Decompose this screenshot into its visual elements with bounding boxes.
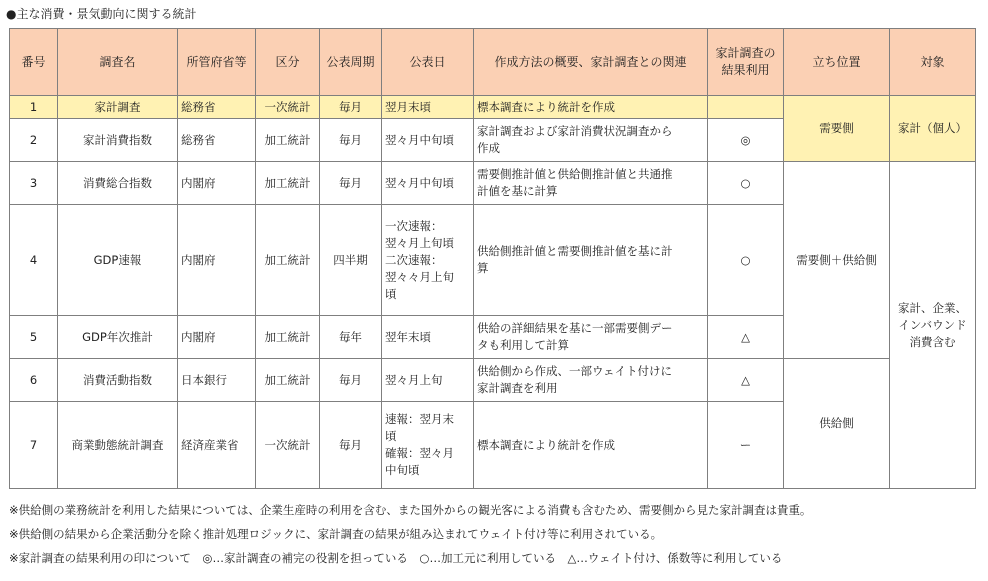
cell-survey-name: 家計調査 — [58, 96, 178, 119]
cell-method — [474, 359, 708, 402]
cell-release-date: 翌年末頃 — [382, 316, 474, 359]
cell-release-date — [382, 402, 474, 489]
cell-survey-name: 商業動態統計調査 — [58, 402, 178, 489]
cell-result-use: △ — [708, 359, 784, 402]
header-category: 区分 — [256, 29, 320, 96]
table-row — [10, 359, 976, 402]
cell-release-date: 翌月末頃 — [382, 96, 474, 119]
header-ministry: 所管府省等 — [178, 29, 256, 96]
header-cycle: 公表周期 — [320, 29, 382, 96]
cell-survey-name: 消費活動指数 — [58, 359, 178, 402]
cell-category: 一次統計 — [256, 402, 320, 489]
cell-position-supply: 供給側 — [784, 359, 890, 489]
cell-cycle: 毎月 — [320, 402, 382, 489]
header-release-date: 公表日 — [382, 29, 474, 96]
target-line: 家計、企業、 — [898, 300, 967, 315]
date-line: 確報：翌々月 — [385, 446, 454, 460]
cell-category: 加工統計 — [256, 119, 320, 162]
method-line: 計値を基に計算 — [477, 184, 558, 198]
cell-cycle: 毎月 — [320, 119, 382, 162]
cell-survey-name: GDP速報 — [58, 205, 178, 316]
table-row — [10, 96, 976, 119]
header-result-line: 家計調査の — [715, 46, 776, 60]
header-target: 対象 — [890, 29, 976, 96]
cell-cycle: 毎月 — [320, 96, 382, 119]
header-row — [10, 29, 976, 96]
target-line: インバウンド — [898, 317, 967, 332]
cell-number: 5 — [10, 316, 58, 359]
cell-ministry: 内閣府 — [178, 316, 256, 359]
date-line: 翌々月上旬頃 — [385, 235, 454, 250]
date-line: 一次速報： — [385, 218, 443, 233]
header-position: 立ち位置 — [784, 29, 890, 96]
cell-category: 加工統計 — [256, 359, 320, 402]
cell-result-use: ◎ — [708, 119, 784, 162]
footnote: ※供給側の結果から企業活動分を除く推計処理ロジックに、家計調査の結果が組み込まれてウェイト付け等に利用されている。 — [9, 527, 663, 541]
date-line: 速報：翌月末 — [385, 412, 454, 426]
cell-number: 4 — [10, 205, 58, 316]
page-title: ●主な消費・景気動向に関する統計 — [6, 7, 197, 21]
date-line: 頃 — [385, 429, 397, 443]
cell-release-date — [382, 205, 474, 316]
method-line: タも利用して計算 — [477, 338, 569, 352]
cell-number: 6 — [10, 359, 58, 402]
method-line: 供給側推計値と需要側推計値を基に計 — [477, 244, 673, 258]
cell-category: 加工統計 — [256, 162, 320, 205]
cell-number: 1 — [10, 96, 58, 119]
header-survey-name: 調査名 — [58, 29, 178, 96]
cell-result-use: ○ — [708, 162, 784, 205]
header-number: 番号 — [10, 29, 58, 96]
cell-survey-name: 消費総合指数 — [58, 162, 178, 205]
cell-survey-name: 家計消費指数 — [58, 119, 178, 162]
cell-result-use — [708, 96, 784, 119]
table-row — [10, 162, 976, 205]
cell-target-all — [890, 162, 976, 489]
cell-release-date: 翌々月上旬 — [382, 359, 474, 402]
statistics-table — [9, 28, 976, 489]
date-line: 翌々々月上旬 — [385, 269, 454, 284]
cell-method — [474, 162, 708, 205]
cell-ministry: 内閣府 — [178, 162, 256, 205]
method-line: 家計調査を利用 — [477, 381, 558, 395]
cell-result-use: △ — [708, 316, 784, 359]
cell-ministry: 内閣府 — [178, 205, 256, 316]
cell-cycle: 毎月 — [320, 162, 382, 205]
cell-target-household: 家計（個人） — [890, 96, 976, 162]
date-line: 二次速報： — [385, 252, 443, 267]
cell-ministry: 総務省 — [178, 119, 256, 162]
footnote: ※家計調査の結果利用の印について ◎…家計調査の補完の役割を担っている ○…加工元に利用している △…ウェイト付け、係数等に利用している — [9, 551, 783, 565]
date-line: 中旬頃 — [385, 463, 420, 477]
cell-number: 3 — [10, 162, 58, 205]
cell-position-demand: 需要側 — [784, 96, 890, 162]
cell-result-use: ○ — [708, 205, 784, 316]
header-result-line: 結果利用 — [721, 63, 770, 77]
cell-result-use: ー — [708, 402, 784, 489]
cell-cycle: 毎月 — [320, 359, 382, 402]
method-line: 需要側推計値と供給側推計値と共通推 — [477, 167, 673, 181]
cell-cycle: 四半期 — [320, 205, 382, 316]
cell-release-date: 翌々月中旬頃 — [382, 162, 474, 205]
footnote: ※供給側の業務統計を利用した結果については、企業生産時の利用を含む、また国外からの観光客による消費も含むため、需要側から見た家計調査は貴重。 — [9, 503, 812, 517]
cell-ministry: 日本銀行 — [178, 359, 256, 402]
cell-ministry: 総務省 — [178, 96, 256, 119]
cell-method — [474, 119, 708, 162]
cell-number: 7 — [10, 402, 58, 489]
target-line: 消費含む — [909, 334, 956, 349]
cell-position-both: 需要側＋供給側 — [784, 162, 890, 359]
method-line: 供給の詳細結果を基に一部需要側デー — [477, 321, 673, 335]
cell-method — [474, 205, 708, 316]
cell-category: 加工統計 — [256, 205, 320, 316]
cell-method: 標本調査により統計を作成 — [474, 402, 708, 489]
method-line: 供給側から作成、一部ウェイト付けに — [477, 364, 673, 378]
method-line: 算 — [477, 261, 489, 275]
cell-ministry: 経済産業省 — [178, 402, 256, 489]
header-result-use — [708, 29, 784, 96]
cell-number: 2 — [10, 119, 58, 162]
date-line: 頃 — [385, 286, 397, 301]
cell-survey-name: GDP年次推計 — [58, 316, 178, 359]
cell-category: 一次統計 — [256, 96, 320, 119]
cell-category: 加工統計 — [256, 316, 320, 359]
method-line: 作成 — [477, 141, 500, 155]
cell-method — [474, 316, 708, 359]
method-line: 家計調査および家計消費状況調査から — [477, 124, 673, 138]
cell-cycle: 毎年 — [320, 316, 382, 359]
cell-release-date: 翌々月中旬頃 — [382, 119, 474, 162]
cell-method: 標本調査により統計を作成 — [474, 96, 708, 119]
header-method: 作成方法の概要、家計調査との関連 — [474, 29, 708, 96]
